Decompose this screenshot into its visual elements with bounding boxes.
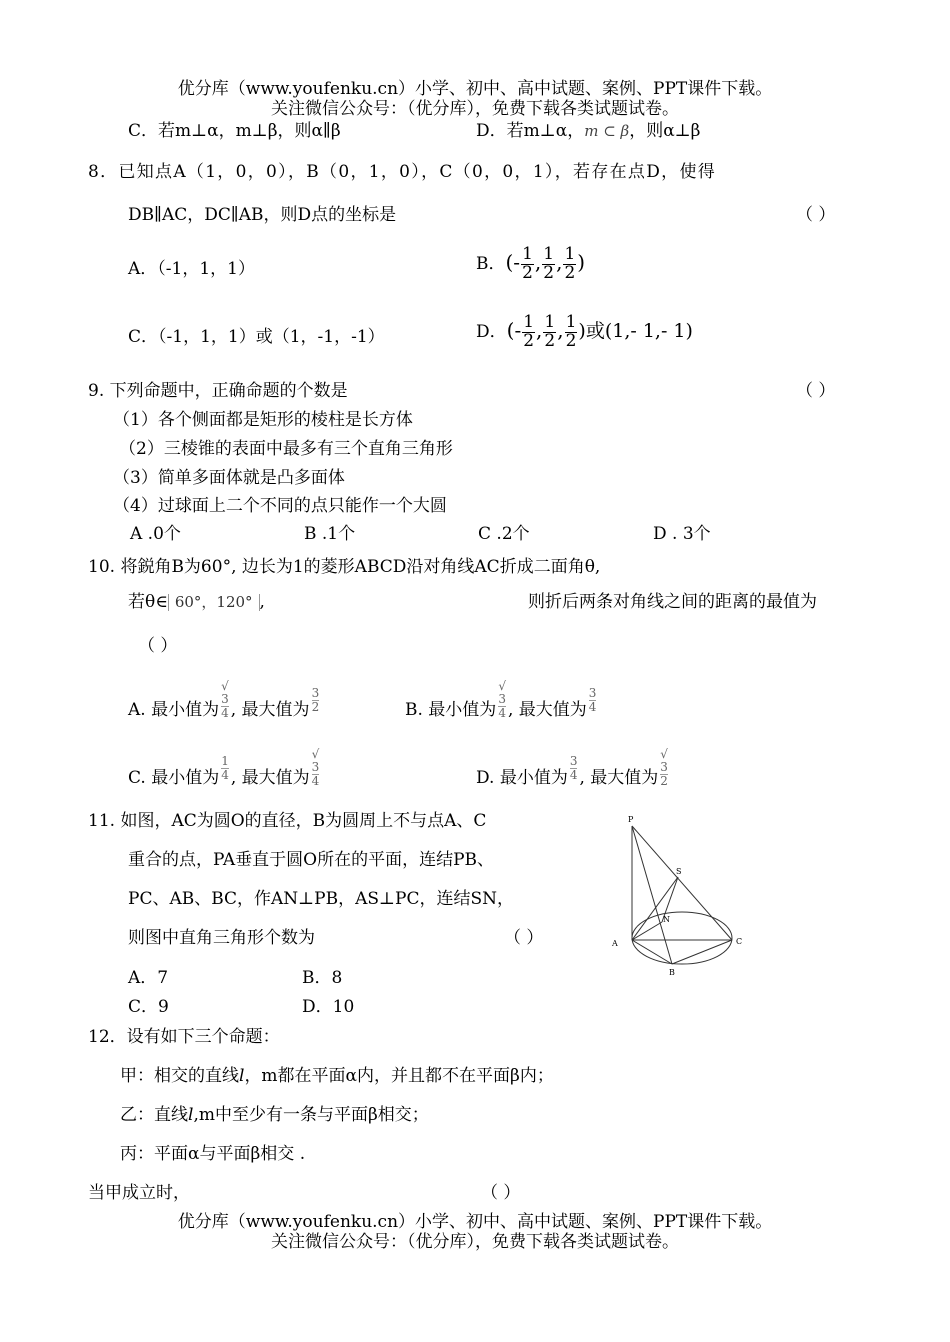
q11-option-c: C．9 [128,997,169,1017]
q10-stem: 10. 将鋭角B为60°, 边长为1的菱形ABCD沿对角线AC折成二面角θ, [88,557,601,577]
q12-jia: 甲：相交的直线l，m都在平面α内，并且都不在平面β内； [120,1066,554,1086]
q11-stem-4: 则图中直角三角形个数为 [128,928,315,948]
q10-option-c: C. 最小值为 $\frac{1}{4}$ , 最大值为 √ $\frac{3}{4}$ [128,758,321,799]
q11-geometry-figure [600,810,760,985]
header-line-1: 优分库（www.youfenku.cn）小学、初中、高中试题、案例、PPT课件下载。 [177,79,773,99]
q7-option-d: D．若m⊥α，m ⊂ β，则α⊥β [476,121,701,141]
line-an [632,922,662,940]
q8-stem-2: DB∥AC，DC∥AB，则D点的坐标是 [128,205,397,225]
q9-item-1: （1）各个侧面都是矩形的棱柱是长方体 [113,410,413,430]
q11-stem-1: 11. 如图，AC为圆O的直径，B为圆周上不与点A、C [88,811,487,831]
q7-option-c: C．若m⊥α，m⊥β，则α∥β [128,121,341,141]
q9-answer-paren: （ ） [796,381,836,401]
label-a: A [612,939,618,948]
q10-answer-paren: （ ） [138,636,178,656]
q9-item-3: （3）简单多面体就是凸多面体 [113,468,345,488]
line-as [632,877,678,940]
q9-item-4: （4）过球面上二个不同的点只能作一个大圆 [113,496,447,516]
q11-option-b: B．8 [302,968,343,988]
line-bc [672,940,732,964]
q11-option-d: D．10 [302,997,355,1017]
q12-when: 当甲成立时， [88,1183,190,1203]
q11-option-a: A．7 [128,968,169,988]
q9-option-c: C .2个 [478,524,530,544]
q8-option-d: D．(- $\frac{1}{2}$ , $\frac{1}{2}$ , $\frac{1}{2}$ )或(1,- 1,- 1) [476,312,693,351]
footer-line-1: 优分库（www.youfenku.cn）小学、初中、高中试题、案例、PPT课件下载。 [177,1212,773,1232]
q8-option-b: B．(- $\frac{1}{2}$ , $\frac{1}{2}$ , $\frac{1}{2}$ ) [476,244,586,283]
q9-item-2: （2）三棱锥的表面中最多有三个直角三角形 [119,439,453,459]
q12-answer-paren: （ ） [481,1183,521,1203]
q10-condition: 若θ∈ 60°，120° , [128,592,265,612]
q11-answer-paren: （ ） [504,928,544,948]
q11-stem-3: PC、AB、BC，作AN⊥PB，AS⊥PC，连结SN， [128,889,514,909]
label-p: P [628,815,634,824]
label-b: B [669,968,675,977]
label-n: N [663,915,670,924]
line-pc [632,826,732,940]
q12-stem: 12．设有如下三个命题： [88,1027,280,1047]
q10-option-a: A. 最小值为 √ $\frac{3}{4}$ , 最大值为 $\frac{3}{2}$ [128,690,321,731]
q12-bing: 丙：平面α与平面β相交 . [120,1144,306,1164]
label-c: C [736,937,743,946]
q9-option-d: D . 3个 [653,524,711,544]
q9-option-a: A .0个 [130,524,181,544]
q10-option-d: D. 最小值为 $\frac{3}{4}$ , 最大值为 √ $\frac{3}{2}$ [476,758,670,799]
q9-option-b: B .1个 [304,524,356,544]
q8-answer-paren: （ ） [796,205,836,225]
label-s: S [676,867,682,876]
q8-stem: 8．已知点A（1，0，0），B（0，1，0），C（0，0，1），若存在点D，使得 [88,162,717,182]
header-line-2: 关注微信公众号：（优分库），免费下载各类试题试卷。 [271,99,679,119]
q9-stem: 9. 下列命题中，正确命题的个数是 [88,381,348,401]
q8-option-a: A．（-1，1，1） [128,259,255,279]
q12-yi: 乙：直线l,m中至少有一条与平面β相交； [120,1105,429,1125]
q10-option-b: B. 最小值为 √ $\frac{3}{4}$ , 最大值为 $\frac{3}{4}$ [405,690,598,731]
q10-stem-tail: 则折后两条对角线之间的距离的最值为 [528,592,817,612]
footer-line-2: 关注微信公众号：（优分库），免费下载各类试题试卷。 [271,1232,679,1252]
q8-option-c: C．（-1，1，1）或（1，-1，-1） [128,327,385,347]
q11-stem-2: 重合的点，PA垂直于圆O所在的平面，连结PB、 [128,850,495,870]
